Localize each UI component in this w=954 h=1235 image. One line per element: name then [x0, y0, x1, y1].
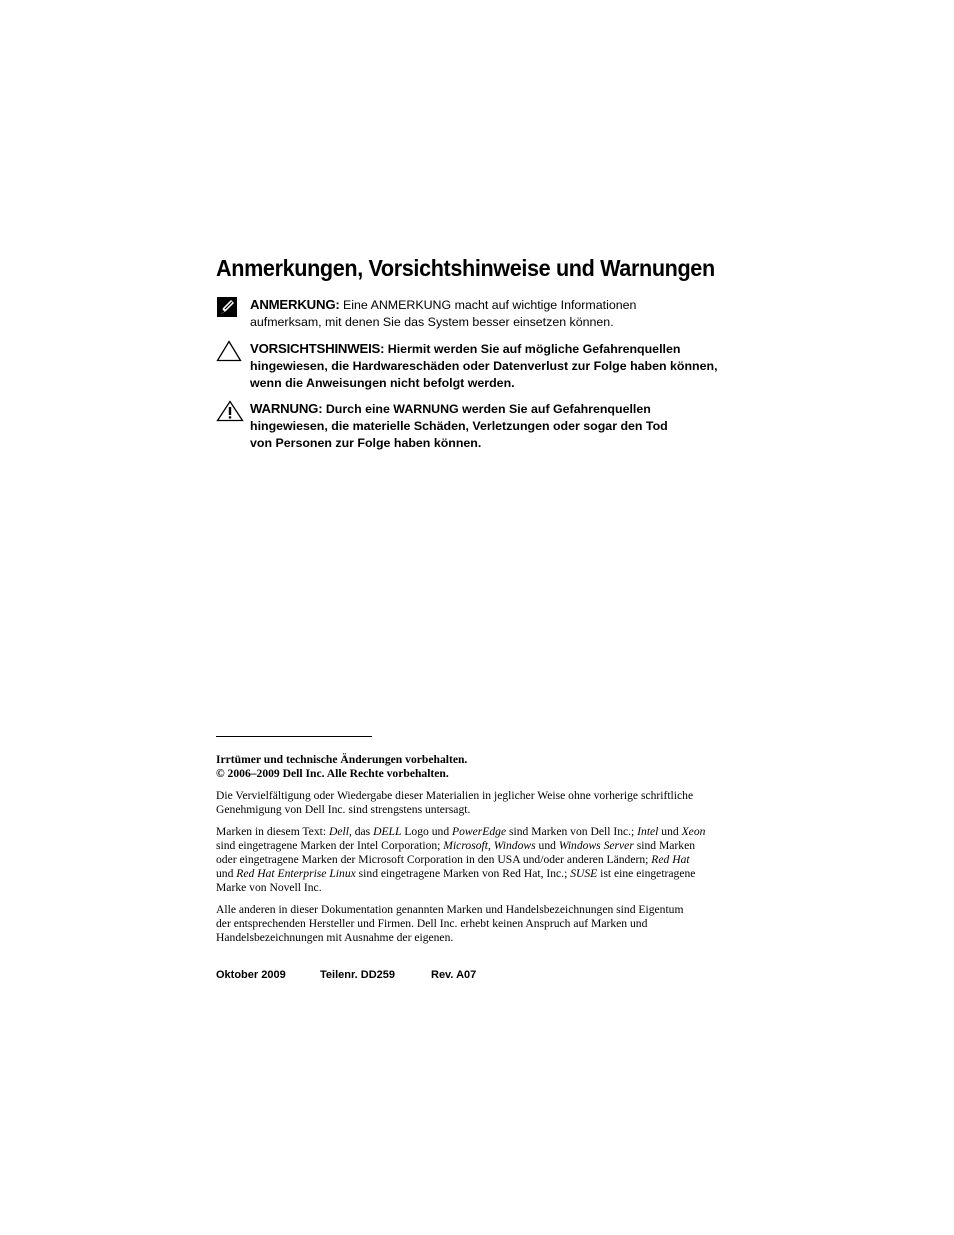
pencil-note-icon [216, 296, 238, 323]
legal-text-line: und Red Hat Enterprise Linux sind eingetragene Marken von Red Hat, Inc.; SUSE ist eine eingetragene [216, 867, 696, 880]
legal-text-line: der entsprechenden Hersteller und Firmen. Dell Inc. erhebt keinen Anspruch auf Marken und [216, 917, 648, 930]
caution-text: hingewiesen, die Hardwareschäden oder Datenverlust zur Folge haben können, [250, 359, 718, 374]
triangle-caution-icon [216, 340, 242, 367]
warning-label: WARNUNG: [250, 401, 323, 416]
note-text: aufmerksam, mit denen Sie das System besser einsetzen können. [250, 315, 614, 330]
legal-text-line: Genehmigung von Dell Inc. sind strengstens untersagt. [216, 803, 471, 816]
note-label: ANMERKUNG: [250, 297, 340, 312]
revision: Rev. A07 [431, 969, 477, 981]
caution-text: Hiermit werden Sie auf mögliche Gefahrenquellen [384, 342, 681, 356]
part-number: Teilenr. DD259 [320, 969, 395, 981]
caution-text: wenn die Anweisungen nicht befolgt werden. [250, 376, 515, 391]
copyright-line: © 2006–2009 Dell Inc. Alle Rechte vorbehalten. [216, 767, 449, 780]
warning-notice [216, 400, 716, 453]
trademark-notice [216, 825, 721, 895]
legal-text-line: sind eingetragene Marken der Intel Corporation; Microsoft, Windows und Windows Server sind Marken [216, 839, 696, 852]
legal-text-line: Alle anderen in dieser Dokumentation genannten Marken und Handelsbezeichnungen sind Eigentum [216, 903, 684, 916]
note-text: Eine ANMERKUNG macht auf wichtige Informationen [339, 298, 637, 312]
warning-text: Durch eine WARNUNG werden Sie auf Gefahrenquellen [322, 402, 651, 416]
other-trademarks-notice [216, 903, 721, 945]
triangle-warning-icon [216, 400, 244, 427]
warning-text: hingewiesen, die materielle Schäden, Verletzungen oder sogar den Tod [250, 419, 668, 434]
footnote-divider [216, 736, 372, 737]
legal-text-line: oder eingetragene Marken der Microsoft Corporation in den USA und/oder anderen Ländern; Red Hat [216, 853, 690, 866]
legal-header [216, 753, 721, 781]
caution-label: VORSICHTSHINWEIS: [250, 341, 385, 356]
warning-text: von Personen zur Folge haben können. [250, 436, 482, 451]
publication-date: Oktober 2009 [216, 969, 286, 981]
note-notice [216, 296, 716, 331]
legal-text-line: Marken in diesem Text: Dell, das DELL Logo und PowerEdge sind Marken von Dell Inc.; Intel und Xeon [216, 825, 706, 838]
legal-text-line: Handelsbezeichnungen mit Ausnahme der eigenen. [216, 931, 454, 944]
caution-notice [216, 340, 716, 393]
legal-text-line: Marke von Novell Inc. [216, 881, 322, 894]
reproduction-notice [216, 789, 721, 817]
page-title: Anmerkungen, Vorsichtshinweise und Warnungen [216, 255, 715, 281]
legal-disclaimer: Irrtümer und technische Änderungen vorbehalten. [216, 753, 468, 766]
legal-text-line: Die Vervielfältigung oder Wiedergabe dieser Materialien in jeglicher Weise ohne vorherige schriftliche [216, 789, 694, 802]
